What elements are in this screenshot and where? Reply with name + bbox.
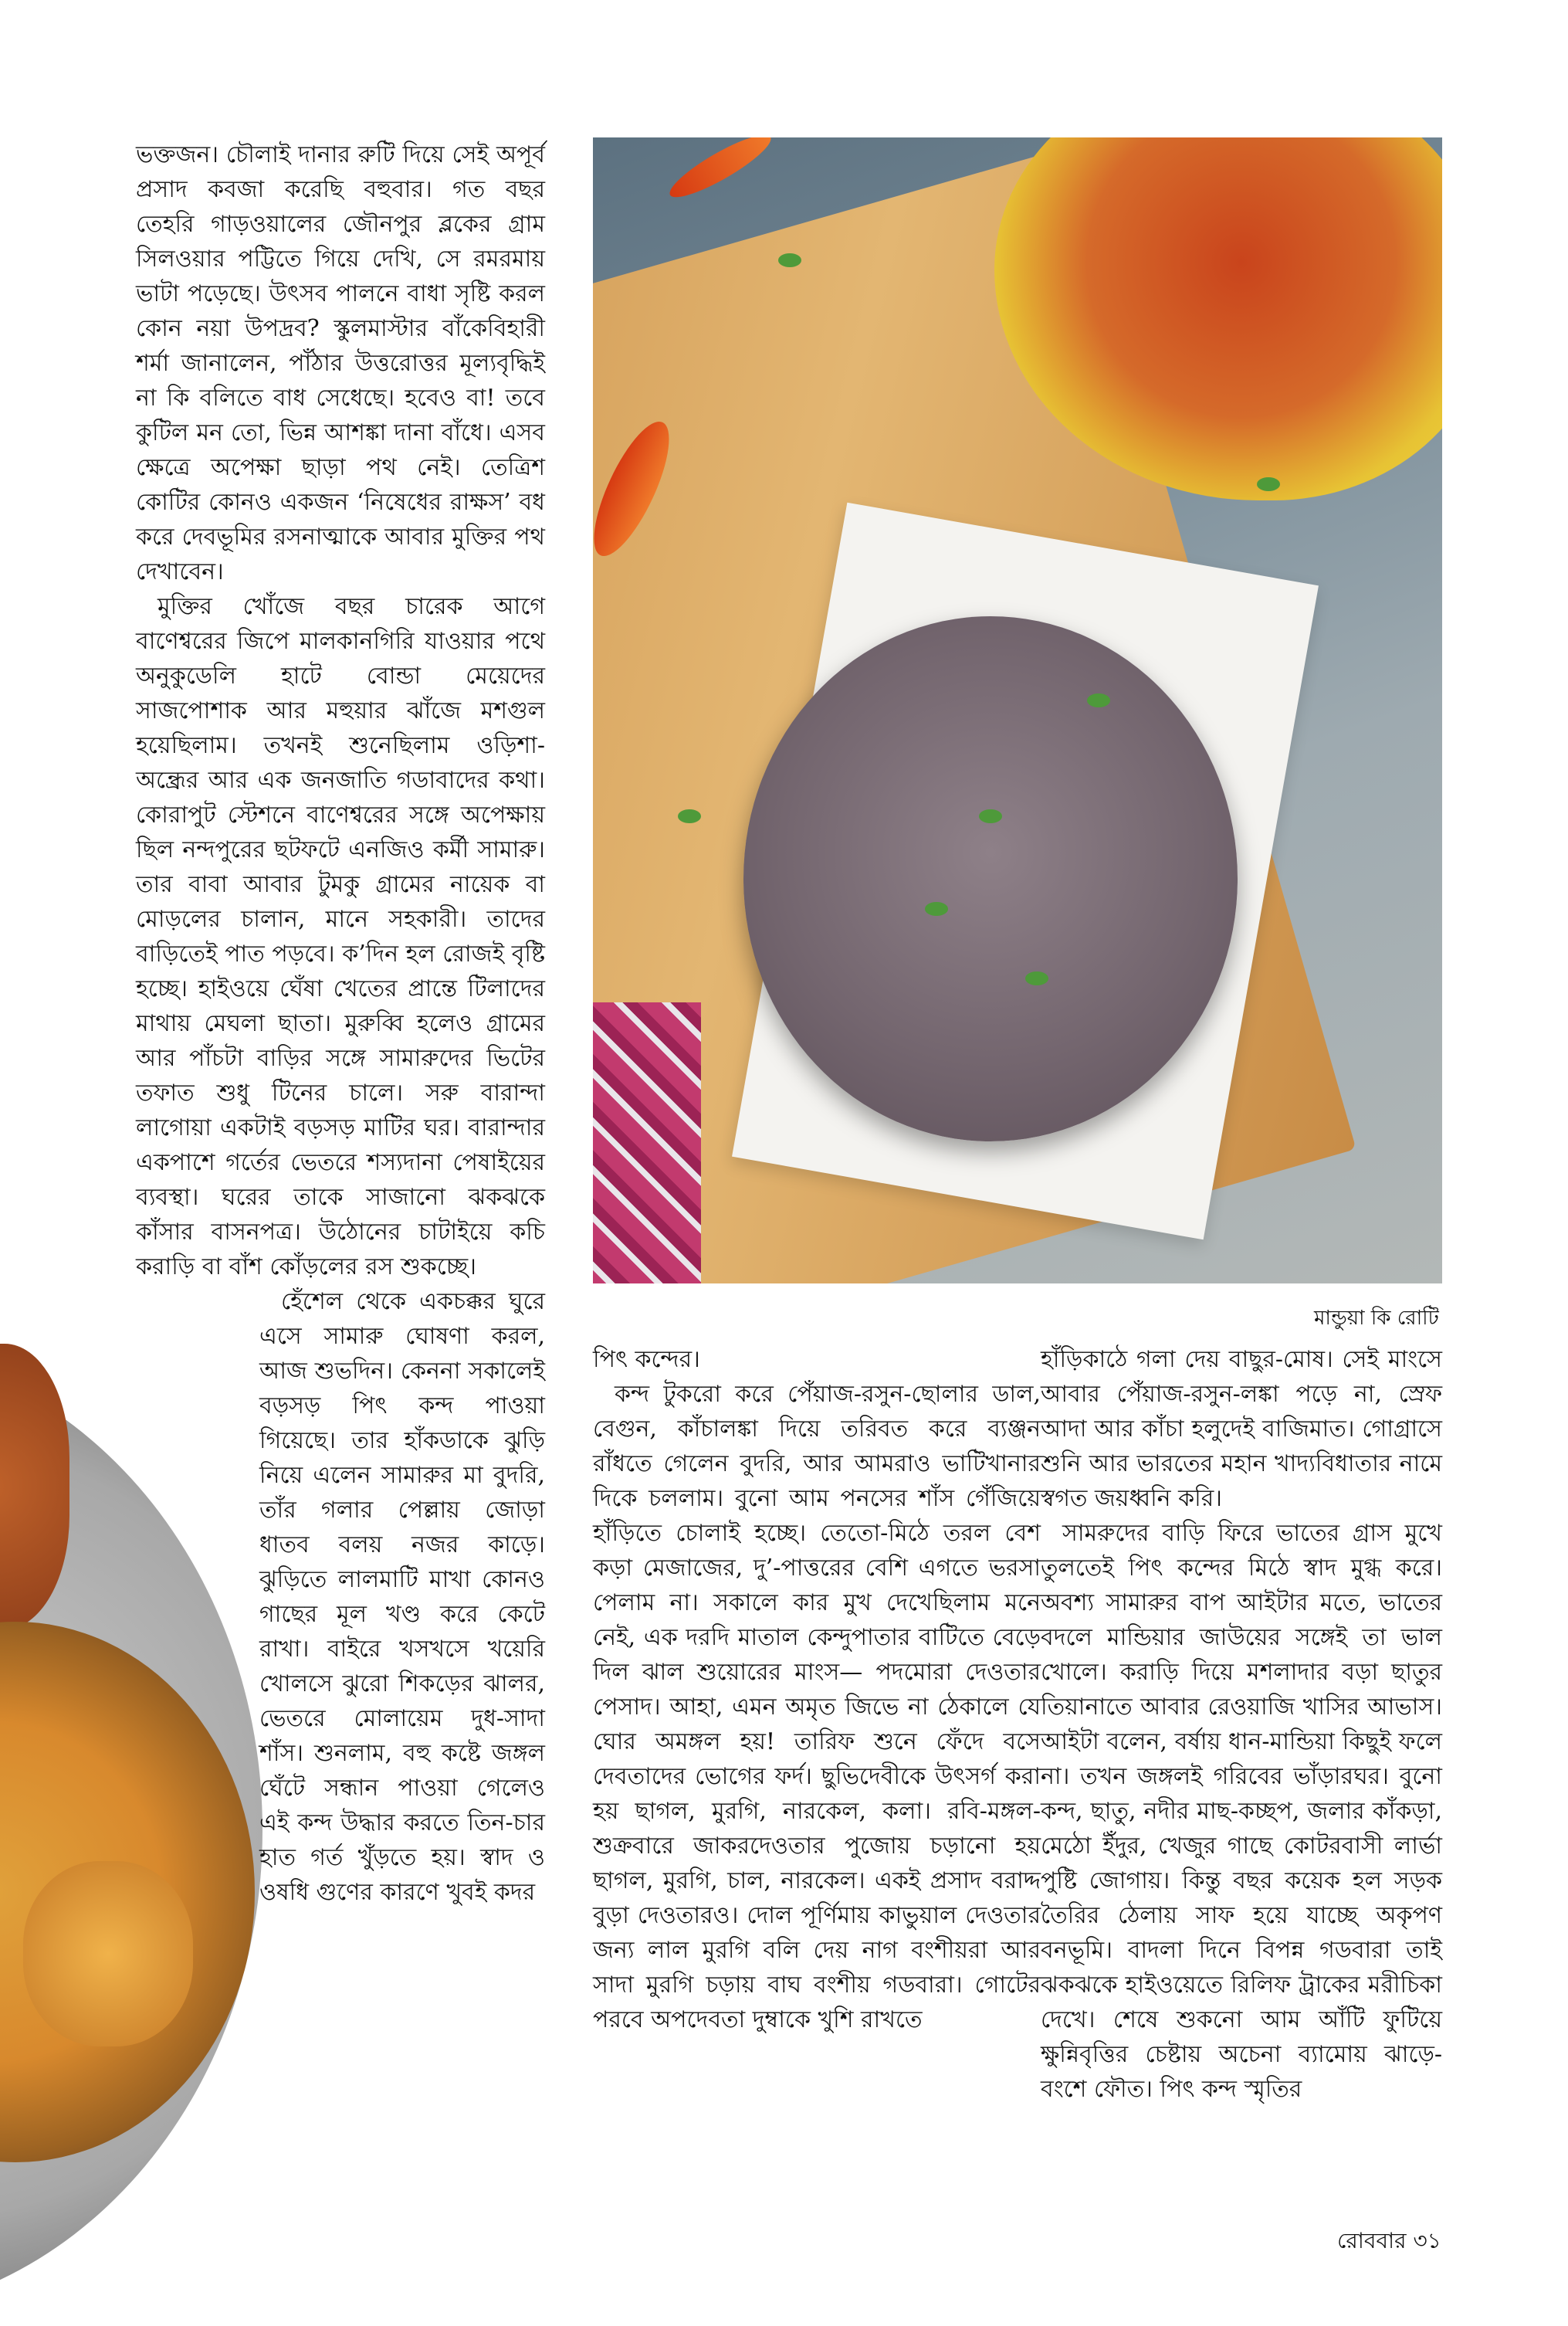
mandua-roti [743, 616, 1238, 1141]
leaf-icon [678, 809, 701, 823]
leaf-icon [1087, 693, 1110, 707]
striped-cloth [593, 1002, 701, 1283]
leaf-icon [979, 809, 1002, 823]
paragraph: মুক্তির খোঁজে বছর চারেক আগে বাণেশ্বরের জিপে মালকানগিরি যাওয়ার পথে অনুকুডেলি হাটে বোন্ডা মেয়েদের সাজপোশাক আর মহুয়ার ঝাঁজে মশগুল হয়েছিলাম। তখনই শুনেছিলাম ওড়িশা-অন্ধ্রের আর এক জনজাতি গডাবাদের কথা। কোরাপুট স্টেশনে বাণেশ্বরের সঙ্গে অপেক্ষায় ছিল নন্দপুরের ছটফটে এনজিও কর্মী সামারু। তার বাবা আবার টুমকু গ্রামের নায়েক বা মোড়লের চালান, মানে সহকারী। তাদের বাড়িতেই পাত পড়বে। ক’দিন হল রোজই বৃষ্টি হচ্ছে। হাইওয়ে ঘেঁষা খেতের প্রান্তে টিলাদের মাথায় মেঘলা ছাতা। মুরুব্বি হলেও গ্রামের আর পাঁচটা বাড়ির সঙ্গে সামারুদের ভিটের তফাত শুধু টিনের চালে। সরু বারান্দা লাগোয়া একটাই বড়সড় মাটির ঘর। বারান্দার একপাশে গর্তের ভেতরে শস্যদানা পেষাইয়ের ব্যবস্থা। ঘরের তাকে সাজানো ঝকঝকে কাঁসার বাসনপত্র। উঠোনের চাটাইয়ে কচি করাড়ি বা বাঁশ কোঁড়লের রস শুকচ্ছে। [136, 593, 545, 1280]
leaf-icon [1025, 971, 1048, 985]
roti-photo [593, 137, 1442, 1283]
paragraph: সামরুদের বাড়ি ফিরে ভাতের গ্রাস মুখে তুলতেই পিৎ কন্দের মিঠে স্বাদ মুগ্ধ করে। অবশ্য সামারুর বাপ আইটার মতে, ভাতের বদলে মান্ডিয়ার জাউয়ের সঙ্গেই তা ভাল খোলে। করাড়ি দিয়ে মশলাদার বড়া ছাতুর তিয়ানাতে আবার রেওয়াজি খাসির আভাস। আইটা বলেন, বর্ষায় ধান-মান্ডিয়া কিছুই ফলে না। তখন জঙ্গলই গরিবের ভাঁড়ারঘর। বুনো কন্দ, ছাতু, নদীর মাছ-কচ্ছপ, জলার কাঁকড়া, মেঠো ইঁদুর, খেজুর গাছে কোটরবাসী লার্ভা পুষ্টি জোগায়। কিন্তু বছর কয়েক হল সড়ক তৈরির ঠেলায় সাফ হয়ে যাচ্ছে অকৃপণ বনভূমি। বাদলা দিনে বিপন্ন গডবারা তাই ঝকঝকে হাইওয়েতে রিলিফ ট্রাকের মরীচিকা দেখে। শেষে শুকনো আম আঁটি ফুটিয়ে ক্ষুন্নিবৃত্তির চেষ্টায় অচেনা ব্যামোয় ঝাড়ে-বংশে ফৌত। পিৎ কন্দ স্মৃতির [1041, 1520, 1442, 2103]
paragraph: কন্দ টুকরো করে পেঁয়াজ-রসুন-ছোলার ডাল, বেগুন, কাঁচালঙ্কা দিয়ে তরিবত করে ব্যঞ্জন রাঁধতে গেলেন বুদরি, আর আমরাও ভাটিখানার দিকে চললাম। বুনো আম পনসের শাঁস গেঁজিয়ে হাঁড়িতে চোলাই হচ্ছে। তেতো-মিঠে তরল বেশ কড়া মেজাজের, দু’-পাত্তরের বেশি এগতে ভরসা পেলাম না। সকালে কার মুখ দেখেছিলাম মনে নেই, এক দরদি মাতাল কেন্দুপাতার বাটিতে বেড়ে দিল ঝাল শুয়োরের মাংস— পদমোরা দেওতার পেসাদ। আহা, এমন অমৃত জিভে না ঠেকালে যে ঘোর অমঙ্গল হয়! তারিফ শুনে ফেঁদে বসে দেবতাদের ভোগের ফর্দ। ছুভিদেবীকে উৎসর্গ করা হয় ছাগল, মুরগি, নারকেল, কলা। রবি-মঙ্গল-শুক্রবারে জাকরদেওতার পুজোয় চড়ানো হয় ছাগল, মুরগি, চাল, নারকেল। একই প্রসাদ বরাদ্দ বুড়া দেওতারও। দোল পূর্ণিমায় কাভুয়াল দেওতার জন্য লাল মুরগি বলি দেয় নাগ বংশীয়রা আর সাদা মুরগি চড়ায় বাঘ বংশীয় গডবারা। গোটের পরবে অপদেবতা দুম্বাকে খুশি রাখতে [593, 1381, 1041, 2033]
leaf-icon [778, 253, 801, 267]
middle-text-column [593, 1342, 1041, 2037]
leaf-icon [1257, 477, 1280, 491]
right-text-column [1041, 1342, 1442, 2107]
chili-icon [664, 137, 777, 206]
paragraph: পিৎ কন্দের। [593, 1346, 700, 1373]
page-folio: রোববার ৩১ [1337, 2228, 1441, 2253]
left-text-column [136, 137, 545, 1910]
photo-caption: মান্ডুয়া কি রোটি [1314, 1307, 1439, 1330]
paragraph: হেঁশেল থেকে একচক্কর ঘুরে এসে সামারু ঘোষণা করল, আজ শুভদিন। কেননা সকালেই বড়সড় পিৎ কন্দ পাওয়া গিয়েছে। তার হাঁকডাকে ঝুড়ি নিয়ে এলেন সামারুর মা বুদরি, তাঁর গলার পেল্লায় জোড়া ধাতব বলয় নজর কাড়ে। ঝুড়িতে লালমাটি মাখা কোনও গাছের মূল খণ্ড করে কেটে রাখা। বাইরে খসখসে খয়েরি খোলসে ঝুরো শিকড়ের ঝালর, ভেতরে মোলায়েম দুধ-সাদা শাঁস। শুনলাম, বহু কষ্টে জঙ্গল ঘেঁটে সন্ধান পাওয়া গেলেও এই কন্দ উদ্ধার করতে তিন-চার হাত গর্ত খুঁড়তে হয়। স্বাদ ও ওষধি গুণের কারণে খুবই কদর [259, 1288, 545, 1906]
paragraph: হাঁড়িকাঠে গলা দেয় বাছুর-মোষ। সেই মাংসে আবার পেঁয়াজ-রসুন-লঙ্কা পড়ে না, স্রেফ আদা আর কাঁচা হলুদেই বাজিমাত। গোগ্রাসে শুনি আর ভারতের মহান খাদ্যবিধাতার নামে স্বগত জয়ধ্বনি করি। [1041, 1346, 1442, 1512]
leaf-icon [925, 902, 948, 916]
paragraph: ভক্তজন। চৌলাই দানার রুটি দিয়ে সেই অপূর্ব প্রসাদ কবজা করেছি বহুবার। গত বছর তেহরি গাড়ওয়ালের জৌনপুর ব্লকের গ্রাম সিলওয়ার পট্টিতে গিয়ে দেখি, সে রমরমায় ভাটা পড়েছে। উৎসব পালনে বাধা সৃষ্টি করল কোন নয়া উপদ্রব? স্কুলমাস্টার বাঁকেবিহারী শর্মা জানালেন, পাঁঠার উত্তরোত্তর মূল্যবৃদ্ধিই না কি বলিতে বাধ সেধেছে। হবেও বা! তবে কুটিল মন তো, ভিন্ন আশঙ্কা দানা বাঁধে। এসব ক্ষেত্রে অপেক্ষা ছাড়া পথ নেই। তেত্রিশ কোটির কোনও একজন ‘নিষেধের রাক্ষস’ বধ করে দেবভূমির রসনাত্মাকে আবার মুক্তির পথ দেখাবেন। [136, 141, 545, 585]
